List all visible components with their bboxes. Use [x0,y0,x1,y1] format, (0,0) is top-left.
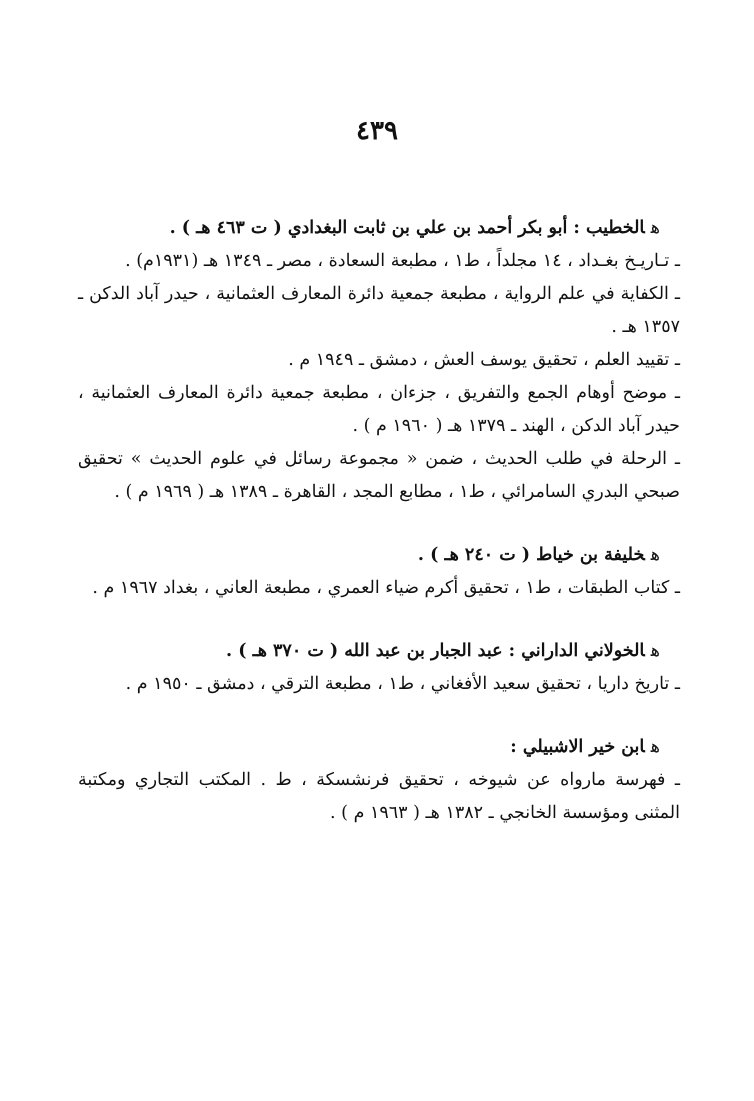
work-item: ـ الرحلة في طلب الحديث ، ضمن « مجموعة رسائل في علوم الحديث » تحقيق صبحي البدري السامرائي ، ط١ ، مطابع المجد ، القاهرة ـ ١٣٨٩ هـ ( ١٩٦٩ م ) . [78,449,680,502]
work-item: ـ تـاريـخ بغـداد ، ١٤ مجلداً ، ط١ ، مطبعة السعادة ، مصر ـ ١٣٤٩ هـ (١٩٣١م) . [125,251,680,271]
bibliography-entry [78,212,680,509]
author-heading [78,731,680,764]
work-item: ـ تاريخ داريا ، تحقيق سعيد الأفغاني ، ط١ ، مطبعة الترقي ، دمشق ـ ١٩٥٠ م . [125,674,680,694]
author-heading [78,539,680,572]
author-heading-text: الخولاني الداراني : عبد الجبار بن عبد الله ( ت ٣٧٠ هـ ) . [226,641,645,661]
author-heading-text: خليفة بن خياط ( ت ٢٤٠ هـ ) . [417,545,645,565]
entry-bullet: ه [650,737,660,757]
bibliography-entry [78,539,680,605]
work-item: ـ موضح أوهام الجمع والتفريق ، جزءان ، مطبعة جمعية دائرة المعارف العثمانية ، حيدر آباد الدكن ، الهند ـ ١٣٧٩ هـ ( ١٩٦٠ م ) . [78,383,680,436]
work-item: ـ كتاب الطبقات ، ط١ ، تحقيق أكرم ضياء العمري ، مطبعة العاني ، بغداد ١٩٦٧ م . [92,578,680,598]
work-item: ـ تقييد العلم ، تحقيق يوسف العش ، دمشق ـ ١٩٤٩ م . [288,350,680,370]
bibliography-content [78,212,680,830]
bibliography-entry [78,731,680,830]
entry-bullet: ه [650,545,660,565]
entry-bullet: ه [650,641,660,661]
work-item: ـ فهرسة مارواه عن شيوخه ، تحقيق فرنشسكة ، ط . المكتب التجاري ومكتبة المثنى ومؤسسة الخانجي ـ ١٣٨٢ هـ ( ١٩٦٣ م ) . [78,770,680,823]
author-heading-text: الخطيب : أبو بكر أحمد بن علي بن ثابت البغدادي ( ت ٤٦٣ هـ ) . [169,218,645,238]
page-number: ٤٣٩ [356,116,398,146]
entry-bullet: ه [650,218,660,238]
author-heading-text: ابن خير الاشبيلي : [510,737,645,757]
author-heading [78,635,680,668]
author-heading [78,212,680,245]
work-item: ـ الكفاية في علم الرواية ، مطبعة جمعية دائرة المعارف العثمانية ، حيدر آباد الدكن ـ ١٣٥٧ هـ . [78,284,680,337]
bibliography-entry [78,635,680,701]
